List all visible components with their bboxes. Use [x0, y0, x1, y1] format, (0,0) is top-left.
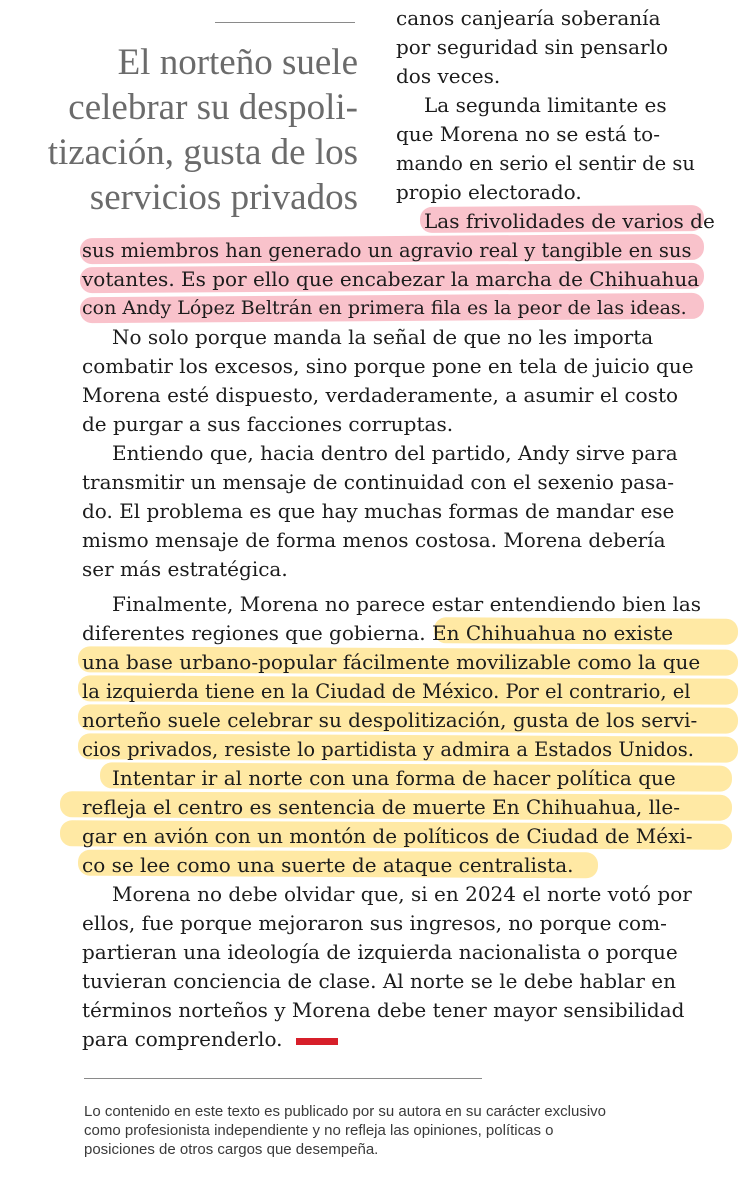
body-line: transmitir un mensaje de continuidad con el sexenio pasa- — [82, 470, 674, 494]
column-line: dos veces. — [396, 64, 501, 88]
body-line: co se lee como una suerte de ataque centralista. — [82, 853, 574, 877]
body-line: votantes. Es por ello que encabezar la marcha de Chihuahua — [82, 267, 700, 291]
column-line: que Morena no se está to- — [396, 122, 660, 146]
body-line: términos norteños y Morena debe tener mayor sensibilidad — [82, 998, 685, 1022]
end-of-article-mark — [296, 1038, 338, 1045]
body-line: refleja el centro es sentencia de muerte En Chihuahua, lle- — [82, 795, 680, 819]
body-line: No solo porque manda la señal de que no les importa — [112, 325, 654, 349]
body-line: gar en avión con un montón de políticos de Ciudad de Méxi- — [82, 824, 693, 848]
body-line: combatir los excesos, sino porque pone en tela de juicio que — [82, 354, 694, 378]
column-line: canos canjearía soberanía — [396, 6, 661, 30]
body-line: partieran una ideología de izquierda nacionalista o porque — [82, 940, 678, 964]
body-line: cios privados, resiste lo partidista y admira a Estados Unidos. — [82, 738, 694, 761]
column-line: mando en serio el sentir de su — [396, 152, 695, 175]
disclaimer-line: posiciones de otros cargos que desempeña. — [84, 1141, 379, 1158]
body-line: de purgar a sus facciones corruptas. — [82, 412, 454, 436]
body-line: mismo mensaje de forma menos costosa. Morena debería — [82, 528, 666, 552]
body-line: tuvieran conciencia de clase. Al norte se le debe hablar en — [82, 969, 676, 993]
body-line: do. El problema es que hay muchas formas de mandar ese — [82, 499, 675, 523]
column-line: Las frivolidades de varios de — [424, 209, 715, 233]
body-line: Morena no debe olvidar que, si en 2024 el norte votó por — [112, 882, 692, 906]
column-line: por seguridad sin pensarlo — [396, 35, 668, 59]
body-line: diferentes regiones que gobierna. En Chihuahua no existe — [82, 621, 674, 645]
body-line: para comprenderlo. — [82, 1027, 283, 1051]
disclaimer-line: como profesionista independiente y no refleja las opiniones, políticas o — [84, 1122, 554, 1139]
body-line: ellos, fue porque mejoraron sus ingresos, no porque com- — [82, 911, 667, 935]
body-line: Entiendo que, hacia dentro del partido, Andy sirve para — [112, 441, 678, 465]
pull-quote-line: tización, gusta de los — [47, 132, 358, 173]
body-line: norteño suele celebrar su despolitización, gusta de los servi- — [82, 708, 698, 732]
pull-quote — [40, 40, 358, 220]
disclaimer-line: Lo contenido en este texto es publicado por su autora en su carácter exclusivo — [84, 1103, 606, 1120]
body-line: sus miembros han generado un agravio real y tangible en sus — [82, 239, 692, 262]
disclaimer — [84, 1102, 724, 1159]
pull-quote-line: El norteño suele — [117, 42, 358, 83]
column-line: propio electorado. — [396, 180, 582, 204]
body-line: Intentar ir al norte con una forma de hacer política que — [112, 766, 676, 790]
footer-rule — [84, 1078, 482, 1079]
body-line: la izquierda tiene en la Ciudad de México. Por el contrario, el — [82, 680, 691, 703]
body-line: con Andy López Beltrán en primera fila es la peor de las ideas. — [82, 297, 687, 319]
body-line: Morena esté dispuesto, verdaderamente, a asumir el costo — [82, 383, 679, 407]
pull-quote-line: celebrar su despoli- — [68, 87, 358, 128]
column-line: La segunda limitante es — [424, 93, 667, 117]
body-line: ser más estratégica. — [82, 557, 288, 581]
pull-quote-line: servicios privados — [89, 177, 358, 218]
body-line: una base urbano-popular fácilmente movilizable como la que — [82, 650, 701, 674]
top-rule — [215, 22, 355, 23]
body-line: Finalmente, Morena no parece estar entendiendo bien las — [112, 592, 702, 616]
